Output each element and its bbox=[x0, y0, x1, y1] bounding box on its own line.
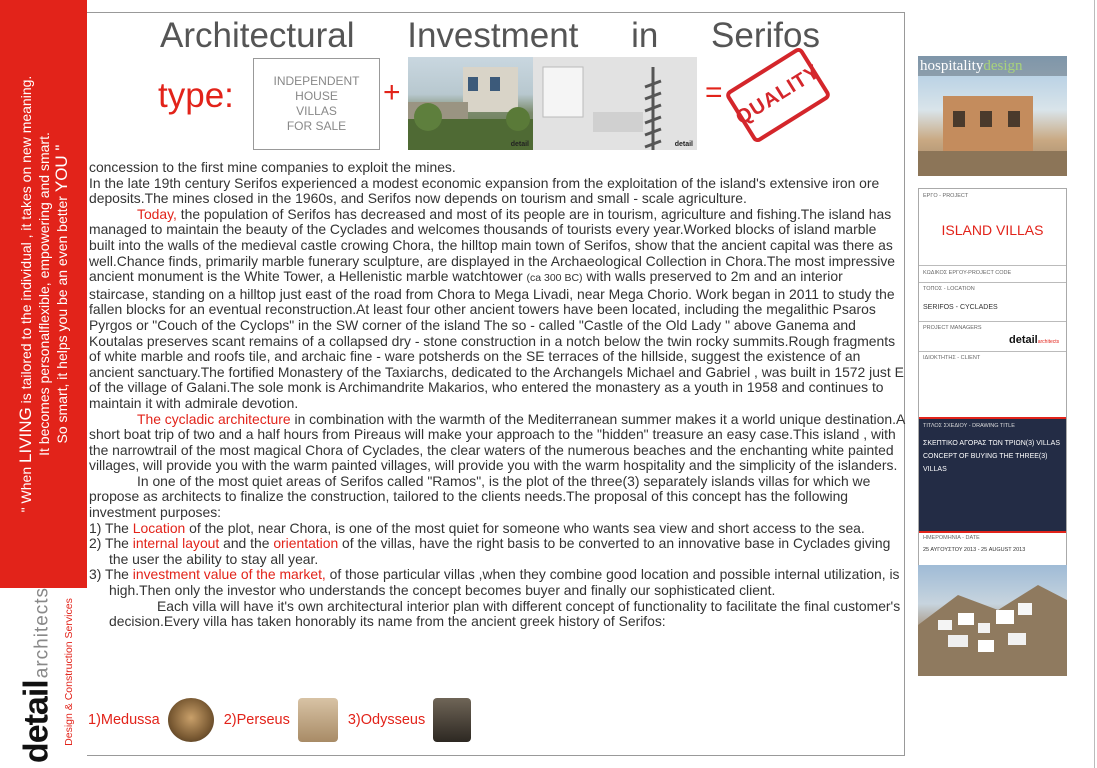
logo-sub: architects bbox=[31, 586, 53, 679]
highlight: Location bbox=[132, 519, 186, 536]
quote-living: LIVING bbox=[16, 407, 35, 463]
quote-line2: It becomes personalflexible, empowering and smart. bbox=[36, 132, 52, 456]
quote-line3-pre: So smart, it helps you be an even better bbox=[54, 192, 70, 444]
location-value: SERIFOS - CYCLADES bbox=[923, 304, 998, 311]
project-label: ΕΡΓΟ - PROJECT bbox=[923, 193, 969, 199]
title-word: Serifos bbox=[711, 16, 820, 55]
paragraph: In the late 19th century Serifos experienced a modest economic expansion from the exploitation of the island's extensive iron ore deposits.The mines closed in the 1960s, and Serifos now depends on tourism and small - scale agriculture. bbox=[89, 174, 880, 207]
date-value: 25 ΑΥΓΟΥΣΤΟΥ 2013 - 25 AUGUST 2013 bbox=[923, 547, 1026, 553]
drawing-title-block bbox=[919, 417, 1066, 533]
type-line: VILLAS bbox=[296, 104, 337, 118]
plus-sign: + bbox=[383, 76, 401, 109]
villa-interior-photo bbox=[533, 57, 697, 150]
serifos-chora-photo bbox=[918, 565, 1067, 676]
photo-caption: detail bbox=[674, 141, 693, 148]
medusa-head-image bbox=[168, 698, 214, 742]
managers-logo: detailarchitects bbox=[1009, 334, 1060, 346]
photo-caption: detail bbox=[510, 141, 529, 148]
type-box bbox=[253, 58, 380, 150]
type-line: FOR SALE bbox=[286, 119, 347, 133]
paragraph: Each villa will have it's own architectural interior plan with different concept of functionality to facilitate the final customer's decision.Every villa has taken honorably its name from the ancient greek history of Serifos: bbox=[109, 597, 901, 630]
tagline: Design & Construction Services bbox=[63, 598, 75, 746]
paragraph: In one of the most quiet areas of Serifos called "Ramos", is the plot of the three(3) separately islands villas for which we propose as architects to finalize the construction, tailored to the clients needs.The proposal of this concept has the following investment purposes: bbox=[89, 472, 871, 521]
quality-stamp: QUALITY bbox=[724, 46, 832, 145]
villa-interior-illustration bbox=[533, 57, 697, 150]
paragraph: Today, the population of Serifos has decreased and most of its people are in tourism, agriculture and fishing.The island has managed to maintain the beauty of the Cyclades and welcomes thousands of tourists every year.Worked blocks of island marble built into the walls of the medieval castle crowing Chora, the hilltop main town of Serifos, show that the ancient capital was there as well.Chance finds, primarily marble funerary sculpture, are displayed in the Archaeological Collection in Chora.The most impressive ancient monument is the White Tower, a Hellenistic marble watchtower (ca 300 BC) with walls preserved to 2m and an interior staircase, standing on a hilltop just east of the road from Chora to Mega Livadi, near Mega Chorio. Work began in 2011 to study the fallen blocks for an eventual reconstruction.At least four other ancient towers have been located, including the megalithic Psaros Pyrgos or "Couch of the Cyclops" in the SW corner of the island The so - called "Castle of the Old Lady " above Ganema and Koutalas preserves scant remains of a collapsed dry - stone construction in a notch below the twin rocky summits.Rough fragments of white marble and roofs tile, and archaic fine - ware potsherds on the SE terraces of the hillside, suggest the existence of an ancient sanctuary.The fortified Monastery of the Taxiarchs, dedicated to the Archangels Michael and Gabriel , was built in 1572 just E of the village of Galani.The sole monk is Archimandrite Makarios, who entered the monastery as a youth in 1958 and continues to maintain it with admirale devotion. bbox=[89, 205, 904, 411]
equals-sign: = bbox=[705, 76, 723, 109]
hospitality-design-banner: hospitalitydesign bbox=[918, 56, 1067, 76]
detail-logo bbox=[18, 587, 57, 763]
logo-main: detail bbox=[17, 680, 56, 764]
managers-label: PROJECT MANAGERS bbox=[923, 325, 982, 331]
quote-line1-pre: " When bbox=[18, 462, 34, 513]
list-item: 1) The Location of the plot, near Chora, is one of the most quiet for someone who wants sea view and short access to the sea. bbox=[89, 519, 865, 536]
title-word: Architectural bbox=[160, 16, 355, 55]
drawing-title-label: ΤΙΤΛΟΣ ΣΧΕΔΙΟΥ - DRAWING TITLE bbox=[923, 423, 1015, 429]
villa-exterior-illustration bbox=[408, 57, 533, 150]
paragraph: The cycladic architecture in combination with the warmth of the Mediterranean summer makes it a world unique destination.A short boat trip of two and a half hours from Pireaus will make your approach to the "hidden" treasure an easy case.This island , with the narrowtrail of the most magical Chora of Cyclades, the clear waters of the numerous beaches and the enchanting white painted villages, will provide you with the warm painted villages, will provide you with the warm hospitality and the simplicity of the islanders. bbox=[89, 410, 905, 474]
sidebar-quote bbox=[17, 14, 71, 574]
paragraph: concession to the first mine companies to exploit the mines. bbox=[89, 159, 456, 175]
drawing-title: ΣΚΕΠΤΙΚΟ ΑΓΟΡΑΣ ΤΩΝ ΤΡΙΩΝ(3) VILLAS CONCEPT OF BUYING THE THREE(3) VILLAS bbox=[923, 440, 1061, 473]
highlight: internal layout bbox=[132, 535, 220, 552]
highlight: Today, bbox=[137, 205, 177, 222]
quote-line1-post: is tailored to the individual , it takes on new meaning. bbox=[18, 75, 34, 408]
page-title bbox=[160, 16, 820, 56]
villa-names-row bbox=[88, 698, 481, 742]
body-text bbox=[89, 160, 905, 630]
villa-exterior-photo bbox=[408, 57, 533, 150]
location-label: ΤΟΠΟΣ - LOCATION bbox=[923, 286, 975, 292]
chora-illustration bbox=[918, 565, 1067, 676]
type-line: INDEPENDENT HOUSE bbox=[273, 74, 360, 103]
list-item: 2) The internal layout and the orientation of the villas, have the right basis to be converted to an innovative base in Cyclades giving the user the ability to stay all year. bbox=[89, 535, 891, 567]
odysseus-statue-image bbox=[433, 698, 471, 742]
perseus-statue-image bbox=[298, 698, 338, 742]
date-label: ΗΜΕΡΟΜΗΝΙΑ - DATE bbox=[923, 535, 980, 541]
project-name: ISLAND VILLAS bbox=[941, 222, 1044, 238]
highlight: investment value of the market, bbox=[132, 566, 326, 583]
title-word: in bbox=[631, 16, 659, 55]
client-label: ΙΔΙΟΚΤΗΤΗΣ - CLIENT bbox=[923, 355, 981, 361]
type-label: type: bbox=[158, 76, 234, 115]
list-item: 3) The investment value of the market, of those particular villas ,when they combine good location and possible internal utilization, is high.Then only the investor who understands the concept becomes buyer and finally our sophisticated client. bbox=[89, 566, 900, 599]
villa-name: 2)Perseus bbox=[223, 712, 290, 728]
villa-name: 3)Odysseus bbox=[347, 712, 426, 728]
villa-name: 1)Medussa bbox=[88, 712, 160, 728]
title-word: Investment bbox=[407, 16, 579, 55]
quote-you: YOU " bbox=[52, 144, 71, 193]
highlight: The cycladic architecture bbox=[137, 410, 291, 427]
outer-border bbox=[1094, 0, 1095, 768]
highlight: orientation bbox=[273, 535, 339, 552]
project-code-label: ΚΩΔΙΚΟΣ ΕΡΓΟΥ-PROJECT CODE bbox=[923, 270, 1012, 276]
